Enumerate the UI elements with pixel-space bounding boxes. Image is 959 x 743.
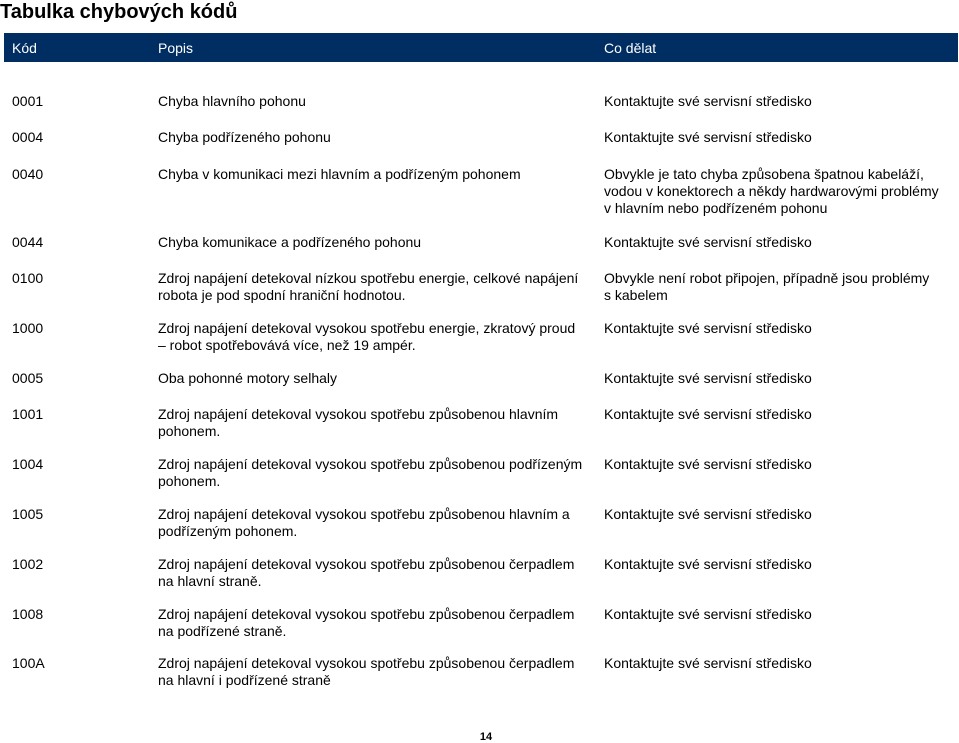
- error-description: [158, 320, 598, 354]
- description-line: – robot spotřebovává více, než 19 ampér.: [158, 337, 416, 353]
- description-line: Zdroj napájení detekoval vysokou spotřebu energie, zkratový proud: [158, 320, 576, 336]
- page-title: Tabulka chybových kódů: [0, 1, 238, 23]
- error-code: 0100: [12, 270, 44, 286]
- error-action: [604, 655, 954, 672]
- error-action: [604, 129, 954, 146]
- description-line: Zdroj napájení detekoval nízkou spotřebu energie, celkové napájení: [158, 270, 579, 286]
- table-header: [4, 33, 958, 62]
- action-line: Kontaktujte své servisní středisko: [604, 506, 812, 522]
- description-line: na hlavní i podřízené straně: [158, 672, 331, 688]
- column-header-code: Kód: [12, 40, 37, 56]
- description-line: na podřízené straně.: [158, 623, 287, 639]
- description-line: Oba pohonné motory selhaly: [158, 370, 337, 386]
- error-action: [604, 556, 954, 573]
- action-line: vodou v konektorech a někdy hardwarovými problémy: [604, 183, 939, 199]
- description-line: Chyba v komunikaci mezi hlavním a podřízeným pohonem: [158, 166, 521, 182]
- error-code: 0040: [12, 166, 44, 182]
- error-description: [158, 655, 598, 689]
- error-action: [604, 506, 954, 523]
- description-line: pohonem.: [158, 423, 221, 439]
- description-line: Chyba hlavního pohonu: [158, 93, 306, 109]
- column-header-description: Popis: [158, 40, 194, 56]
- error-action: [604, 406, 954, 423]
- action-line: v hlavním nebo podřízeném pohonu: [604, 200, 828, 216]
- action-line: s kabelem: [604, 287, 668, 303]
- error-action: [604, 234, 954, 251]
- action-line: Kontaktujte své servisní středisko: [604, 606, 812, 622]
- error-code: 0044: [12, 234, 44, 250]
- error-code: 1001: [12, 406, 44, 422]
- column-header-action: Co dělat: [604, 40, 657, 56]
- action-line: Kontaktujte své servisní středisko: [604, 234, 812, 250]
- error-description: [158, 456, 598, 490]
- error-description: [158, 556, 598, 590]
- error-action: [604, 320, 954, 337]
- error-description: [158, 370, 598, 387]
- description-line: Zdroj napájení detekoval vysokou spotřebu způsobenou podřízeným: [158, 456, 583, 472]
- description-line: Chyba komunikace a podřízeného pohonu: [158, 234, 422, 250]
- error-code: 1005: [12, 506, 44, 522]
- error-code: 1000: [12, 320, 44, 336]
- action-line: Kontaktujte své servisní středisko: [604, 655, 812, 671]
- error-action: [604, 606, 954, 623]
- action-line: Kontaktujte své servisní středisko: [604, 370, 812, 386]
- error-description: [158, 406, 598, 440]
- description-line: Zdroj napájení detekoval vysokou spotřebu způsobenou hlavním: [158, 406, 559, 422]
- error-action: [604, 166, 954, 217]
- error-code: 1004: [12, 456, 44, 472]
- description-line: na hlavní straně.: [158, 573, 262, 589]
- error-code: 0005: [12, 370, 44, 386]
- description-line: robota je pod spodní hraniční hodnotou.: [158, 287, 406, 303]
- error-code: 0001: [12, 93, 44, 109]
- error-action: [604, 93, 954, 110]
- action-line: Kontaktujte své servisní středisko: [604, 320, 812, 336]
- error-description: [158, 129, 598, 146]
- error-code: 1008: [12, 606, 44, 622]
- description-line: podřízeným pohonem.: [158, 523, 298, 539]
- error-code: 0004: [12, 129, 44, 145]
- error-action: [604, 270, 954, 304]
- action-line: Kontaktujte své servisní středisko: [604, 406, 812, 422]
- error-code: 1002: [12, 556, 44, 572]
- action-line: Obvykle není robot připojen, případně jsou problémy: [604, 270, 930, 286]
- action-line: Kontaktujte své servisní středisko: [604, 556, 812, 572]
- description-line: pohonem.: [158, 473, 221, 489]
- error-description: [158, 234, 598, 251]
- error-action: [604, 370, 954, 387]
- description-line: Zdroj napájení detekoval vysokou spotřebu způsobenou čerpadlem: [158, 606, 575, 622]
- description-line: Zdroj napájení detekoval vysokou spotřebu způsobenou čerpadlem: [158, 655, 575, 671]
- description-line: Zdroj napájení detekoval vysokou spotřebu způsobenou hlavním a: [158, 506, 570, 522]
- error-description: [158, 166, 598, 183]
- error-description: [158, 606, 598, 640]
- error-description: [158, 506, 598, 540]
- description-line: Chyba podřízeného pohonu: [158, 129, 331, 145]
- error-description: [158, 270, 598, 304]
- error-description: [158, 93, 598, 110]
- page-number: 14: [479, 731, 493, 743]
- error-code: 100A: [12, 655, 45, 671]
- action-line: Kontaktujte své servisní středisko: [604, 129, 812, 145]
- action-line: Kontaktujte své servisní středisko: [604, 456, 812, 472]
- description-line: Zdroj napájení detekoval vysokou spotřebu způsobenou čerpadlem: [158, 556, 575, 572]
- action-line: Kontaktujte své servisní středisko: [604, 93, 812, 109]
- action-line: Obvykle je tato chyba způsobena špatnou kabeláží,: [604, 166, 924, 182]
- error-action: [604, 456, 954, 473]
